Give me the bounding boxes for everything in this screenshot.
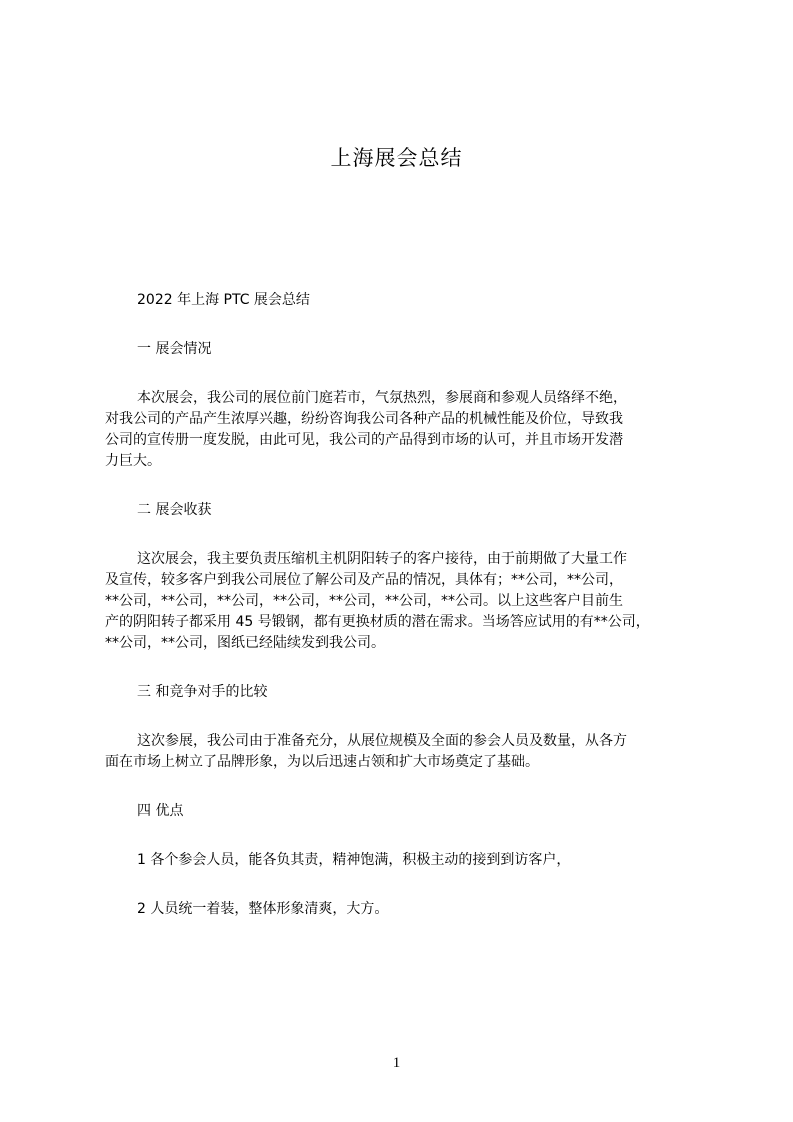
paragraph-line: 面在市场上树立了品牌形象，为以后迅速占领和扩大市场奠定了基础。 bbox=[105, 754, 539, 770]
section-heading-exhibition-overview: 一 展会情况 bbox=[137, 341, 212, 357]
paragraph-line: 对我公司的产品产生浓厚兴趣，纷纷咨询我公司各种产品的机械性能及价位，导致我 bbox=[105, 411, 623, 427]
advantage-item-1: 1 各个参会人员，能各负其责，精神饱满，积极主动的接到到访客户， bbox=[137, 852, 571, 868]
paragraph-line: 力巨大。 bbox=[105, 453, 161, 469]
document-subtitle: 2022 年上海 PTC 展会总结 bbox=[137, 292, 310, 308]
paragraph-line: **公司，**公司，图纸已经陆续发到我公司。 bbox=[105, 635, 385, 651]
paragraph-line: 公司的宣传册一度发脱，由此可见，我公司的产品得到市场的认可，并且市场开发潜 bbox=[105, 432, 623, 448]
paragraph-line: 产的阴阳转子都采用 45 号锻钢，都有更换材质的潜在需求。当场答应试用的有**公司， bbox=[105, 614, 650, 630]
paragraph-line: **公司，**公司，**公司，**公司，**公司，**公司，**公司。以上这些客户目前生 bbox=[105, 593, 623, 609]
section-paragraph-exhibition-gains bbox=[105, 549, 699, 654]
paragraph-line: 及宣传，较多客户到我公司展位了解公司及产品的情况，具体有；**公司，**公司， bbox=[105, 572, 623, 588]
page-number: 1 bbox=[392, 1055, 401, 1071]
section-heading-advantages: 四 优点 bbox=[137, 803, 184, 819]
advantage-item-2: 2 人员统一着装，整体形象清爽，大方。 bbox=[137, 901, 389, 917]
section-paragraph-competitor-comparison bbox=[105, 731, 699, 773]
document-body bbox=[105, 290, 699, 920]
document-title: 上海展会总结 bbox=[330, 146, 463, 170]
paragraph-line: 本次展会，我公司的展位前门庭若市，气氛热烈，参展商和参观人员络绎不绝， bbox=[137, 390, 627, 406]
section-heading-competitor-comparison: 三 和竞争对手的比较 bbox=[137, 684, 268, 700]
section-heading-exhibition-gains: 二 展会收获 bbox=[137, 502, 212, 518]
section-paragraph-exhibition-overview bbox=[105, 388, 699, 472]
paragraph-line: 这次参展，我公司由于准备充分，从展位规模及全面的参会人员及数量，从各方 bbox=[137, 733, 627, 749]
paragraph-line: 这次展会，我主要负责压缩机主机阴阳转子的客户接待，由于前期做了大量工作 bbox=[137, 551, 627, 567]
